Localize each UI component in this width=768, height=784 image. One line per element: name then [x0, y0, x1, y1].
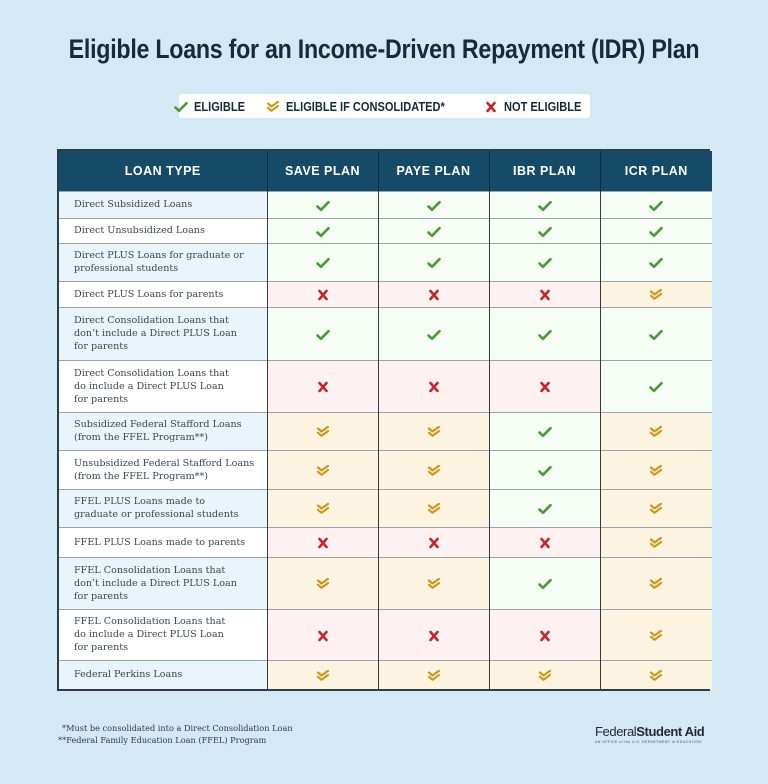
loan-type-line: FFEL PLUS Loans made to parents	[74, 536, 246, 548]
loan-type-cell	[59, 527, 267, 557]
loan-type-cell	[59, 609, 267, 660]
x-icon	[538, 377, 552, 396]
loan-type-line: FFEL PLUS Loans made to	[74, 496, 206, 507]
loan-type-line: Federal Perkins Loans	[74, 669, 183, 681]
icr-plan-cell	[600, 450, 712, 489]
icr-plan-cell	[600, 527, 712, 557]
loan-type-cell	[59, 360, 267, 412]
double-check-icon	[427, 499, 441, 518]
double-check-icon	[316, 499, 330, 518]
loan-type-line: for parents	[74, 642, 129, 653]
legend-label: ELIGIBLE	[193, 98, 245, 114]
header-paye-plan: PAYE PLAN	[378, 151, 489, 191]
table-header-row	[59, 151, 712, 191]
header-loan-type: LOAN TYPE	[59, 151, 267, 191]
loan-type-cell	[59, 450, 267, 489]
table-row	[59, 191, 712, 218]
logo-subtitle: AN OFFICE of the U.S. DEPARTMENT of EDUCATION	[595, 740, 702, 744]
check-icon	[649, 377, 663, 396]
save-plan-cell	[267, 412, 378, 450]
save-plan-cell	[267, 450, 378, 489]
double-check-icon	[538, 665, 552, 684]
check-icon	[538, 499, 552, 518]
double-check-icon	[427, 665, 441, 684]
loan-type-cell	[59, 489, 267, 527]
ibr-plan-cell	[489, 412, 600, 450]
double-check-icon	[427, 574, 441, 593]
legend-item-consolidated	[266, 99, 473, 114]
save-plan-cell	[267, 307, 378, 360]
save-plan-cell	[267, 527, 378, 557]
double-check-icon	[649, 533, 663, 552]
check-icon	[538, 422, 552, 441]
loan-type-line: Unsubsidized Federal Stafford Loans	[74, 457, 255, 469]
x-icon	[316, 285, 330, 304]
x-icon	[316, 625, 330, 644]
paye-plan-cell	[378, 218, 489, 243]
loan-type-line: Subsidized Federal Stafford Loans	[74, 419, 242, 430]
x-icon	[316, 377, 330, 396]
save-plan-cell	[267, 218, 378, 243]
save-plan-cell	[267, 660, 378, 689]
table-row	[59, 218, 712, 243]
logo-name-bold: Student Aid	[636, 724, 705, 739]
ibr-plan-cell	[489, 243, 600, 281]
loan-type-line: (from the FFEL Program**)	[74, 432, 208, 443]
icr-plan-cell	[600, 489, 712, 527]
check-icon	[649, 324, 663, 343]
header-ibr-plan: IBR PLAN	[489, 151, 600, 191]
save-plan-cell	[267, 557, 378, 609]
loan-type-line: (from the FFEL Program**)	[74, 470, 208, 482]
loan-type-line: FFEL Consolidation Loans that	[74, 564, 226, 576]
x-icon	[427, 533, 441, 552]
save-plan-cell	[267, 191, 378, 218]
double-check-icon	[649, 460, 663, 479]
loan-type-cell	[59, 412, 267, 450]
loan-type-cell	[59, 218, 267, 243]
double-check-icon	[316, 422, 330, 441]
loan-type-line: Direct Unsubsidized Loans	[74, 225, 205, 236]
double-check-icon	[427, 422, 441, 441]
double-check-icon	[649, 499, 663, 518]
icr-plan-cell	[600, 281, 712, 307]
federal-student-aid-logo	[595, 724, 704, 744]
icr-plan-cell	[600, 360, 712, 412]
eligibility-table	[57, 149, 710, 691]
paye-plan-cell	[378, 489, 489, 527]
paye-plan-cell	[378, 527, 489, 557]
paye-plan-cell	[378, 412, 489, 450]
double-check-icon	[649, 285, 663, 304]
legend-item-eligible	[174, 99, 254, 114]
loan-type-line: Direct Consolidation Loans that	[74, 367, 229, 379]
x-icon	[538, 285, 552, 304]
save-plan-cell	[267, 360, 378, 412]
save-plan-cell	[267, 243, 378, 281]
loan-type-line: Direct Subsidized Loans	[74, 199, 193, 210]
check-icon	[427, 253, 441, 272]
check-icon	[538, 324, 552, 343]
loan-type-cell	[59, 660, 267, 689]
icr-plan-cell	[600, 243, 712, 281]
check-icon	[427, 324, 441, 343]
ibr-plan-cell	[489, 218, 600, 243]
double-check-icon	[316, 460, 330, 479]
check-icon	[316, 221, 330, 240]
x-icon	[538, 533, 552, 552]
table-row	[59, 450, 712, 489]
check-icon	[538, 195, 552, 214]
paye-plan-cell	[378, 281, 489, 307]
table-row	[59, 307, 712, 360]
icr-plan-cell	[600, 609, 712, 660]
table-row	[59, 412, 712, 450]
save-plan-cell	[267, 489, 378, 527]
table-row	[59, 660, 712, 689]
x-icon	[538, 625, 552, 644]
loan-type-cell	[59, 191, 267, 218]
table-row	[59, 489, 712, 527]
loan-type-cell	[59, 281, 267, 307]
loan-type-line: don’t include a Direct PLUS Loan	[74, 577, 237, 589]
loan-type-cell	[59, 243, 267, 281]
double-check-icon	[649, 574, 663, 593]
table-row	[59, 609, 712, 660]
loan-type-line: for parents	[74, 341, 129, 352]
table-row	[59, 243, 712, 281]
x-icon	[427, 625, 441, 644]
check-icon	[174, 99, 188, 114]
footnotes	[58, 722, 293, 746]
check-icon	[538, 221, 552, 240]
loan-type-line: FFEL Consolidation Loans that	[74, 616, 226, 627]
icr-plan-cell	[600, 307, 712, 360]
double-check-icon	[649, 422, 663, 441]
ibr-plan-cell	[489, 609, 600, 660]
double-check-icon	[266, 99, 280, 114]
footnote-ffel: **Federal Family Education Loan (FFEL) Program	[58, 735, 267, 745]
x-icon	[427, 285, 441, 304]
save-plan-cell	[267, 281, 378, 307]
ibr-plan-cell	[489, 489, 600, 527]
double-check-icon	[649, 665, 663, 684]
x-icon	[484, 99, 498, 114]
paye-plan-cell	[378, 557, 489, 609]
loan-type-line: professional students	[74, 263, 179, 274]
loan-type-line: Direct PLUS Loans for parents	[74, 288, 224, 300]
double-check-icon	[649, 625, 663, 644]
save-plan-cell	[267, 609, 378, 660]
table-row	[59, 360, 712, 412]
footnote-consolidated: *Must be consolidated into a Direct Consolidation Loan	[62, 723, 293, 733]
check-icon	[538, 253, 552, 272]
paye-plan-cell	[378, 191, 489, 218]
double-check-icon	[316, 574, 330, 593]
paye-plan-cell	[378, 243, 489, 281]
icr-plan-cell	[600, 557, 712, 609]
icr-plan-cell	[600, 218, 712, 243]
check-icon	[316, 324, 330, 343]
legend-label: NOT ELIGIBLE	[504, 98, 582, 114]
legend	[179, 94, 590, 118]
ibr-plan-cell	[489, 557, 600, 609]
ibr-plan-cell	[489, 360, 600, 412]
check-icon	[316, 253, 330, 272]
header-save-plan: SAVE PLAN	[267, 151, 378, 191]
legend-item-not	[484, 99, 595, 114]
loan-type-line: do include a Direct PLUS Loan	[74, 380, 224, 392]
table-row	[59, 527, 712, 557]
header-icr-plan: ICR PLAN	[600, 151, 712, 191]
check-icon	[649, 253, 663, 272]
ibr-plan-cell	[489, 660, 600, 689]
icr-plan-cell	[600, 191, 712, 218]
ibr-plan-cell	[489, 191, 600, 218]
check-icon	[538, 460, 552, 479]
ibr-plan-cell	[489, 450, 600, 489]
double-check-icon	[316, 665, 330, 684]
check-icon	[427, 221, 441, 240]
loan-type-cell	[59, 307, 267, 360]
check-icon	[316, 195, 330, 214]
double-check-icon	[427, 460, 441, 479]
loan-type-line: don’t include a Direct PLUS Loan	[74, 328, 237, 339]
icr-plan-cell	[600, 660, 712, 689]
paye-plan-cell	[378, 660, 489, 689]
x-icon	[316, 533, 330, 552]
icr-plan-cell	[600, 412, 712, 450]
paye-plan-cell	[378, 450, 489, 489]
paye-plan-cell	[378, 360, 489, 412]
loan-type-cell	[59, 557, 267, 609]
loan-type-line: graduate or professional students	[74, 509, 239, 520]
ibr-plan-cell	[489, 307, 600, 360]
loan-type-line: for parents	[74, 590, 129, 602]
loan-type-line: Direct PLUS Loans for graduate or	[74, 250, 244, 261]
table-row	[59, 281, 712, 307]
loan-type-line: do include a Direct PLUS Loan	[74, 629, 224, 640]
x-icon	[427, 377, 441, 396]
loan-type-line: for parents	[74, 393, 129, 405]
ibr-plan-cell	[489, 527, 600, 557]
loan-type-line: Direct Consolidation Loans that	[74, 315, 229, 326]
check-icon	[649, 195, 663, 214]
legend-label: ELIGIBLE IF CONSOLIDATED*	[285, 98, 445, 114]
ibr-plan-cell	[489, 281, 600, 307]
paye-plan-cell	[378, 307, 489, 360]
table-row	[59, 557, 712, 609]
check-icon	[427, 195, 441, 214]
logo-name-regular: Federal	[595, 724, 637, 739]
page-title: Eligible Loans for an Income-Driven Repayment (IDR) Plan	[68, 34, 700, 64]
check-icon	[538, 574, 552, 593]
paye-plan-cell	[378, 609, 489, 660]
check-icon	[649, 221, 663, 240]
